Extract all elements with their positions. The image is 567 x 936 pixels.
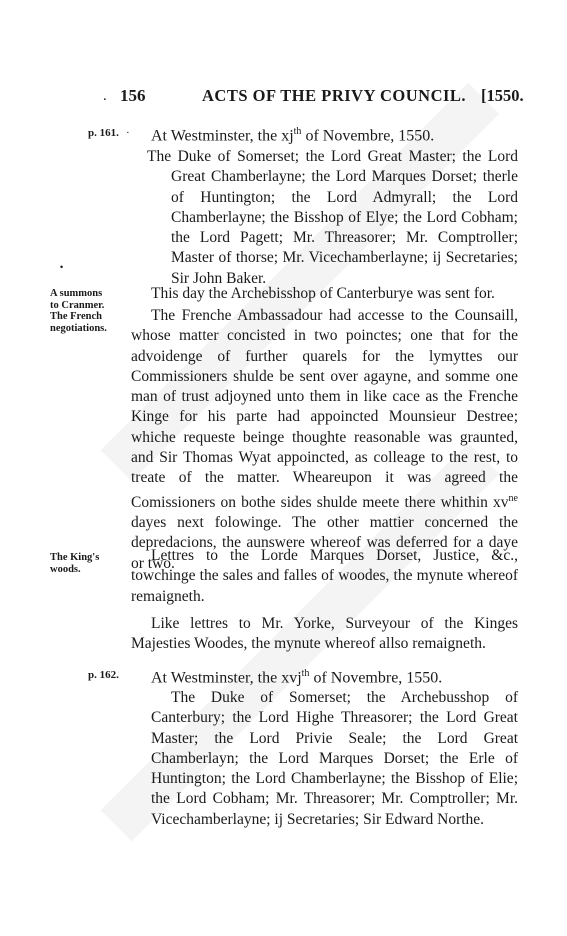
margin-stray-dot: • — [60, 262, 64, 272]
attendance-list-2: The Duke of Somerset; the Archebusshop of Canterbury; the Lord Highe Threasorer; the Lord Great Master; the Lord Privie Seale; the Lord Great Chamberlayn; the Lord Marques Dorset; the Erle of Huntington; the Lord Chamberlayne; the Bisshop of Elie; the Lord Cobham; Mr. Threasorer; Mr. Comptroller; Mr. Vicechamberlayne; ij Secretaries; Sir Edward Northe. — [151, 689, 518, 828]
entry-woods-letters: Lettres to the Lorde Marques Dorset, Justice, &c., towchinge the sales and falles of woodes, the mynute whereof remaigneth. — [131, 547, 518, 605]
entry-summons: This day the Archebisshop of Canterburye was sent for. — [151, 285, 495, 302]
running-header — [0, 86, 567, 108]
meeting-heading-2: At Westminster, the xvj$^{th}$ of Novembre, 1550. — [151, 668, 443, 687]
attendance-list-1: The Duke of Somerset; the Lord Great Master; the Lord Great Chamberlayne; the Lord Marques Dorset; therle of Huntington; the Lord Admyrall; the Lord Chamberlayne; the Bisshop of Elye; the Lord Cobham; the Lord Pagett; Mr. Threasorer; Mr. Comptroller; Master of thorse; Mr. Vicechamberlayne; ij Secretaries; Sir John Baker. — [147, 148, 518, 287]
entry-french-negotiations: The Frenche Ambassadour had accesse to the Counsaill, whose matter concisted in two poinctes; one that for the advoidenge of further quarels for the lymyttes our Commissioners shulde be sent over agayne, and somme one man of trust adjoyned unto them in like cace as the Frenche Kinge for his parte had appoincted Mounsieur Destree; whiche requeste beinge thoughte reasonable was graunted, and Sir Thomas Wyat appoincted, as colleage to the rest, to treate of the matter. Wheareupon it was agreed the Comissioners on bothe sides shulde meete there whithin $xv^{ne}$ dayes next folowinge. The other mattier concerned the depredacions, the aunswere whereof was deferred for a daye or two. — [131, 307, 518, 572]
ordinal-suffix: th — [301, 668, 310, 679]
page-reference-mark: · — [126, 127, 130, 139]
page-reference-162: p. 162. — [88, 669, 119, 681]
ordinal-suffix: th — [293, 126, 302, 137]
margin-note-french: The French negotiations. — [50, 311, 107, 334]
running-title: ACTS OF THE PRIVY COUNCIL. — [202, 86, 467, 105]
entry-woods-like-letters: Like lettres to Mr. Yorke, Surveyour of the Kinges Majesties Woodes, the mynute whereof allso remaigneth. — [131, 615, 518, 653]
meeting-heading-1: At Westminster, the $xj^{th}$ of Novembre, 1550. — [151, 126, 435, 145]
page-reference-161: p. 161. — [88, 127, 119, 139]
header-dot: . — [103, 88, 107, 104]
margin-note-summons: A summons to Cranmer. — [50, 288, 105, 311]
margin-note-woods: The King's woods. — [50, 552, 100, 575]
ordinal-suffix: ne — [508, 492, 518, 504]
header-year: [1550. — [481, 86, 524, 105]
page-number: 156 — [120, 86, 146, 105]
